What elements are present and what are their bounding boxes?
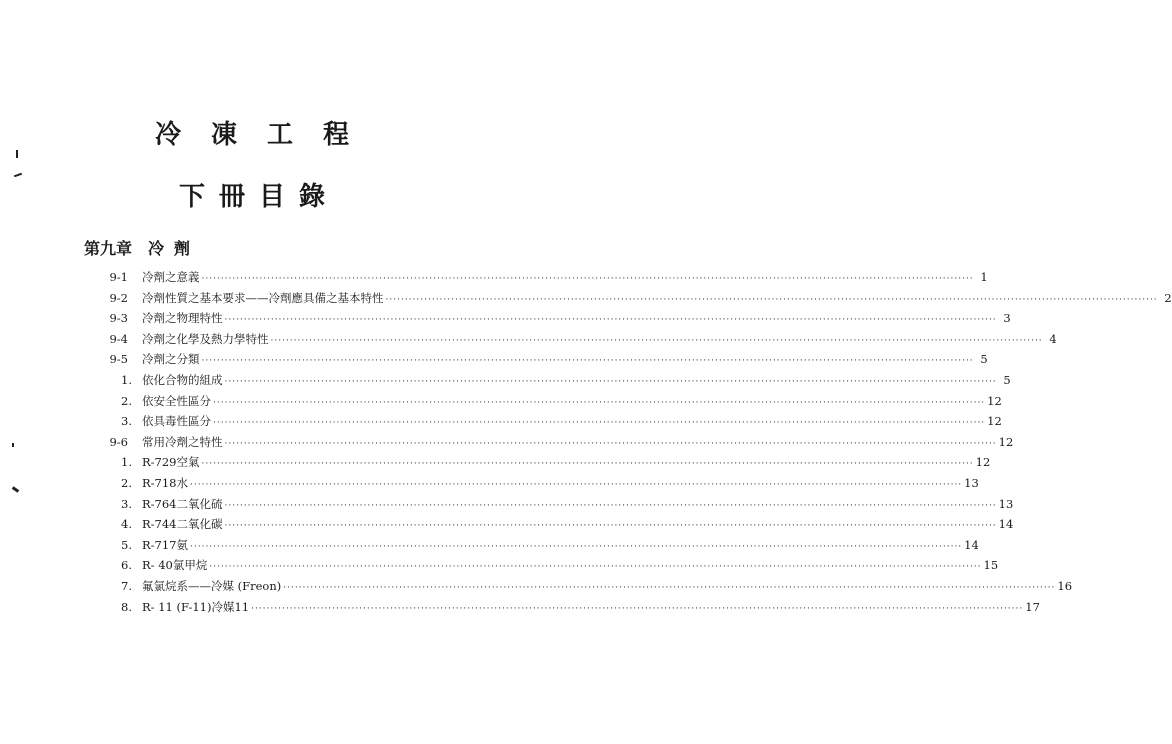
toc-row: [0, 432, 1014, 452]
toc-entry: [142, 452, 991, 474]
volume-title: 下冊目錄: [178, 182, 339, 212]
toc-number: 3.: [121, 414, 132, 429]
toc-leader-dots: ········································································································································································································: [224, 500, 997, 511]
toc-entry: [142, 411, 1002, 433]
toc-number: 4.: [121, 517, 132, 532]
toc-number: 9-1: [109, 270, 128, 284]
toc-leader-dots: ········································································································································································································: [190, 541, 963, 552]
toc-number: 9-3: [109, 311, 128, 326]
toc-entry: [142, 494, 1014, 516]
toc-leader-dots: ········································································································································································································: [385, 294, 1158, 305]
toc-leader-dots: ········································································································································································································: [201, 459, 974, 470]
toc-entry: [142, 288, 1172, 310]
toc-entry: [142, 555, 999, 577]
toc-leader-dots: ········································································································································································································: [201, 356, 974, 367]
toc-row: [0, 411, 1002, 431]
toc-entry: [142, 576, 1073, 598]
toc-title: 氟氯烷系——冷媒 (Freon): [142, 579, 282, 593]
toc-page-number: 4: [1049, 331, 1057, 346]
toc-entry: [142, 267, 988, 289]
toc-row: [0, 555, 999, 575]
toc-title: R-718水: [142, 476, 188, 490]
toc-leader-dots: ········································································································································································································: [201, 274, 974, 284]
toc-leader-dots: ········································································································································································································: [224, 521, 997, 532]
toc-page-number: 12: [975, 455, 991, 470]
toc-number: 3.: [121, 496, 132, 511]
toc-number: 9-5: [109, 352, 128, 367]
toc-row: [0, 494, 1014, 514]
toc-page-number: 5: [980, 352, 988, 367]
toc-page-number: 13: [964, 476, 979, 490]
toc-title: 依化合物的組成: [142, 373, 223, 387]
toc-row: [0, 370, 1011, 390]
toc-title: 冷劑之分類: [142, 352, 200, 367]
toc-row: [0, 452, 991, 472]
toc-page-number: 13: [998, 496, 1014, 511]
toc-number: 9-2: [109, 290, 128, 305]
toc-page-number: 5: [1003, 373, 1011, 387]
toc-leader-dots: ········································································································································································································: [270, 335, 1043, 346]
toc-title: R- 40氯甲烷: [142, 558, 208, 573]
toc-number: 9-6: [109, 434, 128, 449]
chapter-name: 冷劑: [148, 239, 201, 258]
toc-page-number: 16: [1057, 579, 1073, 593]
toc-page-number: 1: [980, 270, 988, 284]
toc-row: [0, 391, 1002, 411]
book-title: 冷凍工程: [154, 120, 379, 150]
scan-mark: [12, 443, 14, 447]
toc-title: 冷劑性質之基本要求——冷劑應具備之基本特性: [142, 290, 384, 305]
toc-number: 2.: [121, 476, 132, 490]
toc-page-number: 12: [987, 414, 1002, 429]
toc-number: 1.: [121, 373, 132, 387]
toc-entry: [142, 349, 988, 371]
toc-leader-dots: ········································································································································································································: [283, 583, 1056, 593]
toc-title: R-729空氣: [142, 455, 200, 470]
toc-row: [0, 535, 979, 555]
toc-row: [0, 267, 988, 287]
toc-row: [0, 288, 1172, 308]
chapter-number: 第九章: [84, 239, 133, 258]
toc-entry: [142, 597, 1040, 619]
toc-title: 依具毒性區分: [142, 414, 211, 429]
toc-entry: [142, 535, 979, 557]
toc-title: 冷劑之物理特性: [142, 311, 223, 326]
toc-number: 7.: [121, 579, 132, 593]
toc-leader-dots: ········································································································································································································: [224, 315, 997, 326]
toc-page-number: 3: [1003, 311, 1011, 326]
toc-row: [0, 576, 1073, 596]
toc-leader-dots: ········································································································································································································: [213, 418, 986, 429]
toc-leader-dots: ········································································································································································································: [213, 397, 986, 408]
toc-leader-dots: ········································································································································································································: [224, 438, 997, 449]
toc-page-number: 15: [983, 558, 999, 573]
toc-number: 8.: [121, 599, 132, 614]
toc-entry: [142, 514, 1014, 536]
toc-leader-dots: ········································································································································································································: [190, 480, 963, 490]
toc-title: R- 11 (F-11)冷媒11: [142, 599, 250, 614]
toc-row: [0, 597, 1040, 617]
toc-number: 6.: [121, 558, 132, 573]
toc-page-number: 12: [998, 434, 1014, 449]
toc-title: 冷劑之意義: [142, 270, 200, 284]
toc-entry: [142, 391, 1002, 413]
toc-title: R-717氨: [142, 537, 188, 552]
toc-number: 9-4: [109, 331, 128, 346]
toc-leader-dots: ········································································································································································································: [209, 562, 982, 573]
toc-leader-dots: ········································································································································································································: [224, 377, 997, 387]
toc-leader-dots: ········································································································································································································: [251, 603, 1024, 614]
toc-row: [0, 329, 1057, 349]
toc-page-number: 2: [1164, 290, 1172, 305]
toc-entry: [142, 308, 1011, 330]
toc-title: R-764二氧化硫: [142, 496, 223, 511]
scan-mark: [16, 150, 18, 158]
toc-page-number: 12: [987, 393, 1002, 408]
toc-row: [0, 308, 1011, 328]
toc-title: 依安全性區分: [142, 393, 211, 408]
toc-number: 5.: [121, 537, 132, 552]
toc-row: [0, 473, 979, 493]
toc-page-number: 14: [964, 537, 979, 552]
chapter-heading: [84, 236, 200, 259]
toc-title: R-744二氧化碳: [142, 517, 223, 532]
toc-entry: [142, 370, 1011, 392]
toc-entry: [142, 432, 1014, 454]
toc-entry: [142, 473, 979, 495]
toc-row: [0, 514, 1014, 534]
toc-row: [0, 349, 988, 369]
toc-number: 1.: [121, 455, 132, 470]
toc-title: 冷劑之化學及熱力學特性: [142, 331, 269, 346]
toc-title: 常用冷劑之特性: [142, 434, 223, 449]
toc-page-number: 17: [1025, 599, 1040, 614]
toc-page-number: 14: [998, 517, 1014, 532]
toc-entry: [142, 329, 1057, 351]
toc-number: 2.: [121, 393, 132, 408]
